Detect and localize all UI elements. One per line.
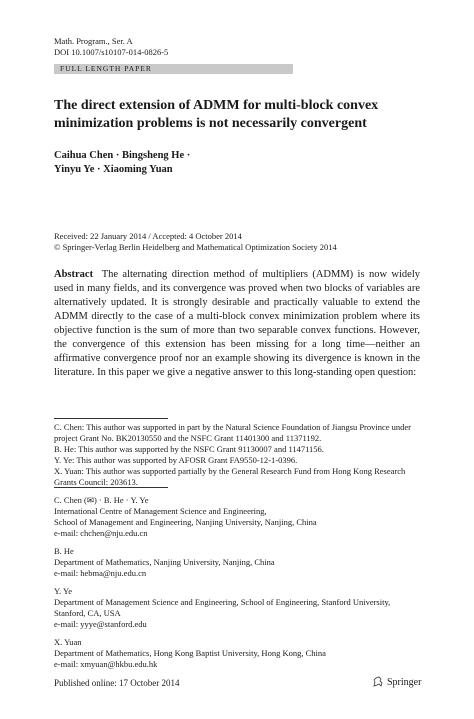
funding-line: B. He: This author was supported by the NSFC Grant 91130007 and 11471156. (54, 444, 324, 454)
journal-name: Math. Program., Ser. A (54, 36, 133, 46)
article-dates (54, 231, 420, 253)
affiliation-email: e-mail: xmyuan@hkbu.edu.hk (54, 659, 158, 669)
abstract-label: Abstract (54, 269, 94, 280)
funding-line: C. Chen: This author was supported in part by the Natural Science Foundation of Jiangsu Province under (54, 422, 412, 432)
affiliation-line: Stanford, CA, USA (54, 608, 121, 618)
paper-type-bar (54, 64, 293, 74)
authors-line-2: Yinyu Ye · Xiaoming Yuan (54, 164, 173, 175)
affiliation-names: B. He (54, 546, 74, 556)
doi: DOI 10.1007/s10107-014-0826-5 (54, 47, 169, 57)
affiliation-line: Department of Management Science and Engineering, School of Engineering, Stanford University, (54, 597, 391, 607)
received-accepted: Received: 22 January 2014 / Accepted: 4 October 2014 (54, 231, 242, 241)
footnote-divider (54, 418, 168, 419)
affiliation-names: C. Chen (✉) · B. He · Y. Ye (54, 495, 149, 505)
affiliation-email: e-mail: hebma@nju.edu.cn (54, 568, 147, 578)
title-line-1: The direct extension of ADMM for multi-block convex (54, 98, 379, 113)
affiliations (54, 495, 420, 677)
affiliation-names: Y. Ye (54, 586, 73, 596)
paper-type: FULL LENGTH PAPER (60, 64, 152, 73)
affiliation-line: School of Management and Engineering, Nanjing University, Nanjing, China (54, 517, 317, 527)
funding-line: Y. Ye: This author was supported by AFOSR Grant FA9550-12-1-0396. (54, 455, 298, 465)
funding-footnotes (54, 422, 420, 488)
springer-horse-icon (372, 676, 384, 688)
funding-line: Grants Council: 203613. (54, 477, 138, 487)
paper-title (54, 97, 420, 133)
affiliation-he (54, 546, 420, 579)
journal-info (54, 36, 420, 58)
affiliation-line: Department of Mathematics, Hong Kong Baptist University, Hong Kong, China (54, 648, 326, 658)
affiliation-yuan (54, 637, 420, 670)
copyright: © Springer-Verlag Berlin Heidelberg and Mathematical Optimization Society 2014 (54, 242, 337, 252)
affiliation-line: International Centre of Management Science and Engineering, (54, 506, 267, 516)
affiliation-line: Department of Mathematics, Nanjing University, Nanjing, China (54, 557, 275, 567)
affiliation-email: e-mail: chchen@nju.edu.cn (54, 528, 148, 538)
affiliation-ye (54, 586, 420, 630)
affiliation-chen (54, 495, 420, 539)
affiliation-names: X. Yuan (54, 637, 82, 647)
abstract-text: The alternating direction method of multipliers (ADMM) is now widely used in many fields, and its convergence was proved when two blocks of variables are alternatively updated. It is strongly desirable and practically valuable to extend the ADMM directly to the case of a multi-block convex minimization problem where its objective function is the sum of more than two separable convex functions. However, the convergence of this extension has been missing for a long time—neither an affirmative convergence proof nor an example showing its divergence is known in the literature. In this paper we give a negative answer to this long-standing open question: (54, 269, 421, 378)
funding-line: X. Yuan: This author was supported partially by the General Research Fund from Hong Kong Research (54, 466, 406, 476)
author-list (54, 149, 420, 177)
affiliation-email: e-mail: yyye@stanford.edu (54, 619, 147, 629)
springer-logo (372, 676, 432, 688)
published-date: Published online: 17 October 2014 (54, 678, 180, 688)
title-line-2: minimization problems is not necessarily convergent (54, 116, 367, 131)
publisher-name: Springer (387, 676, 422, 688)
funding-line: project Grant No. BK20130550 and the NSFC Grant 11401300 and 11371192. (54, 433, 322, 443)
authors-line-1: Caihua Chen · Bingsheng He · (54, 150, 191, 161)
affiliation-divider (54, 487, 168, 488)
abstract (54, 268, 420, 380)
